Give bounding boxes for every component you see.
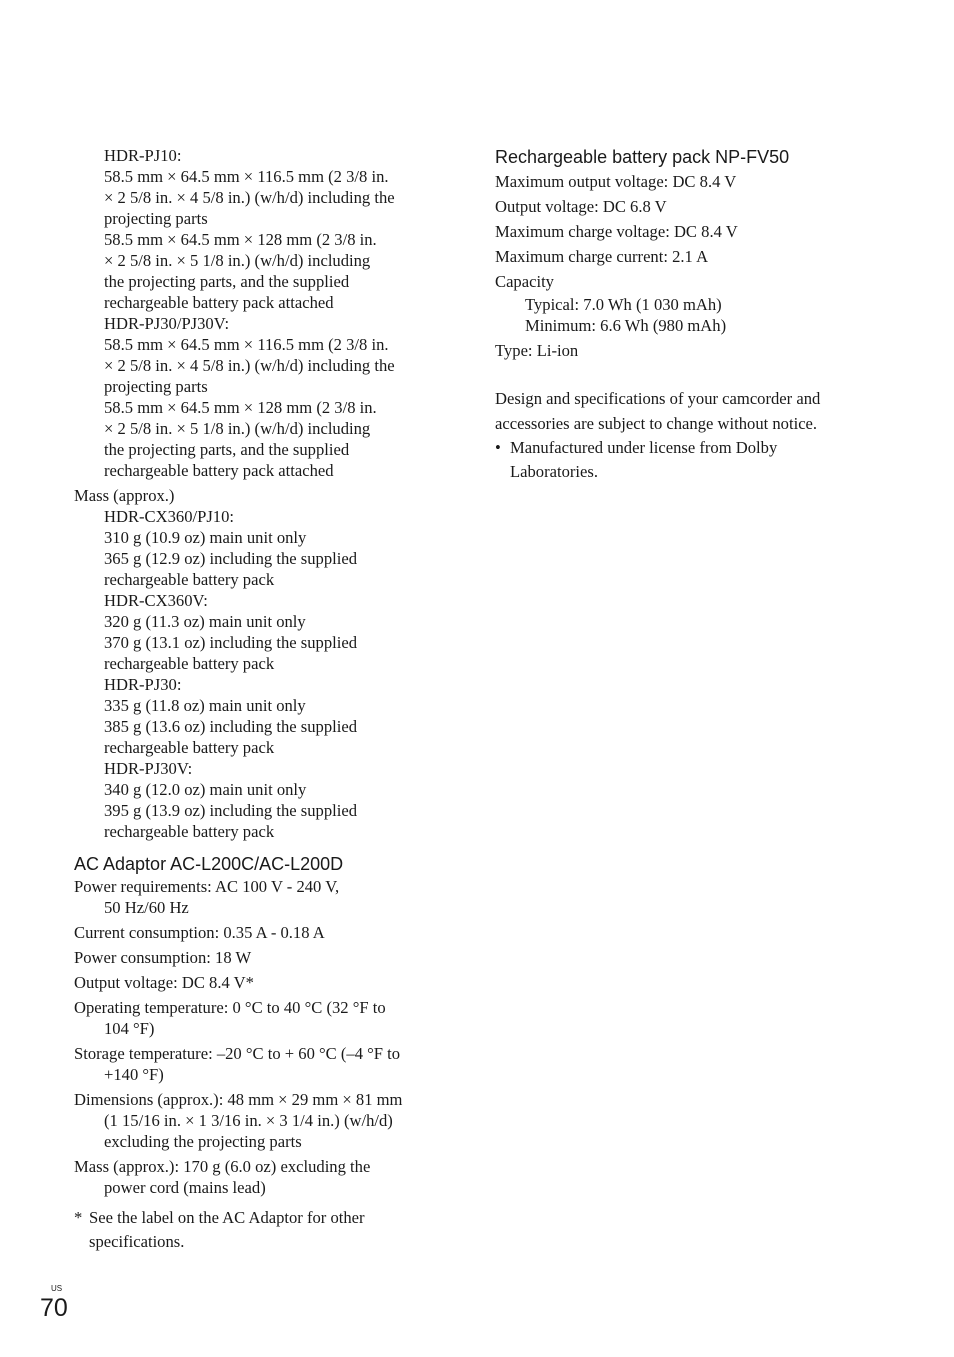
spec-line: 58.5 mm × 64.5 mm × 116.5 mm (2 3/8 in.	[104, 335, 389, 354]
spec-line: 320 g (11.3 oz) main unit only	[104, 612, 306, 631]
spec-line: the projecting parts, and the supplied	[104, 440, 350, 459]
spec-line: rechargeable battery pack	[104, 654, 275, 673]
spec-line: 58.5 mm × 64.5 mm × 128 mm (2 3/8 in.	[104, 230, 377, 249]
spec-line: 58.5 mm × 64.5 mm × 128 mm (2 3/8 in.	[104, 398, 377, 417]
spec-line: power cord (mains lead)	[104, 1178, 266, 1197]
dimensions-block	[74, 145, 454, 481]
ac-spec-item	[74, 1156, 454, 1198]
spec-line: 365 g (12.9 oz) including the supplied	[104, 549, 358, 568]
spec-line: projecting parts	[104, 377, 208, 396]
spec-line: Power requirements: AC 100 V - 240 V,	[74, 877, 340, 896]
spec-line: HDR-PJ30/PJ30V:	[104, 314, 230, 333]
spec-line: 370 g (13.1 oz) including the supplied	[104, 633, 358, 652]
ac-spec-item	[74, 1043, 454, 1085]
battery-heading: Rechargeable battery pack NP-FV50	[495, 147, 790, 167]
page-number: 70	[40, 1294, 68, 1322]
region-code: US	[51, 1284, 63, 1293]
spec-line: rechargeable battery pack	[104, 822, 275, 841]
ac-spec-item	[74, 997, 454, 1039]
spec-line: Minimum: 6.6 Wh (980 mAh)	[525, 316, 727, 335]
ac-spec-item	[74, 1089, 454, 1152]
spec-line: Output voltage: DC 8.4 V*	[74, 973, 254, 992]
spec-line: 104 °F)	[104, 1019, 155, 1038]
spec-line: Maximum charge current: 2.1 A	[495, 247, 709, 266]
dolby-license-bullet	[495, 436, 875, 484]
spec-line: HDR-CX360/PJ10:	[104, 507, 235, 526]
footnote	[74, 1206, 454, 1254]
spec-line: +140 °F)	[104, 1065, 164, 1084]
ac-spec-item	[74, 972, 454, 993]
ac-spec-item	[74, 922, 454, 943]
spec-line: excluding the projecting parts	[104, 1132, 302, 1151]
spec-line: Dimensions (approx.): 48 mm × 29 mm × 81 mm	[74, 1090, 403, 1109]
spec-line: × 2 5/8 in. × 4 5/8 in.) (w/h/d) including the	[104, 356, 395, 375]
spec-line: Typical: 7.0 Wh (1 030 mAh)	[525, 295, 722, 314]
page-number-block	[40, 1284, 68, 1322]
spec-line: 385 g (13.6 oz) including the supplied	[104, 717, 358, 736]
footnote-mark: *	[74, 1208, 83, 1227]
ac-spec-item	[74, 947, 454, 968]
mass-label: Mass (approx.)	[74, 486, 175, 505]
bullet-line: Manufactured under license from Dolby	[510, 438, 778, 457]
spec-line: rechargeable battery pack attached	[104, 293, 334, 312]
spec-line: 50 Hz/60 Hz	[104, 898, 189, 917]
spec-line: 58.5 mm × 64.5 mm × 116.5 mm (2 3/8 in.	[104, 167, 389, 186]
bullet-line: Laboratories.	[510, 462, 599, 481]
spec-line: 395 g (13.9 oz) including the supplied	[104, 801, 358, 820]
design-note	[495, 386, 875, 436]
spec-line: (1 15/16 in. × 1 3/16 in. × 3 1/4 in.) (w/h/d)	[104, 1111, 393, 1130]
note-line: accessories are subject to change without notice.	[495, 414, 818, 433]
spec-line: Power consumption: 18 W	[74, 948, 252, 967]
spec-line: Maximum output voltage: DC 8.4 V	[495, 172, 737, 191]
footnote-line: specifications.	[89, 1232, 185, 1251]
ac-spec-item	[74, 876, 454, 918]
spec-line: Storage temperature: –20 °C to + 60 °C (–4 °F to	[74, 1044, 401, 1063]
spec-line: HDR-PJ30V:	[104, 759, 193, 778]
spec-line: × 2 5/8 in. × 5 1/8 in.) (w/h/d) including	[104, 419, 371, 438]
spec-line: HDR-PJ30:	[104, 675, 182, 694]
spec-line: Operating temperature: 0 °C to 40 °C (32 °F to	[74, 998, 386, 1017]
spec-line: the projecting parts, and the supplied	[104, 272, 350, 291]
spec-line: × 2 5/8 in. × 5 1/8 in.) (w/h/d) including	[104, 251, 371, 270]
right-column	[495, 145, 875, 484]
mass-block	[74, 506, 454, 842]
note-line: Design and specifications of your camcorder and	[495, 389, 821, 408]
spec-line: × 2 5/8 in. × 4 5/8 in.) (w/h/d) including the	[104, 188, 395, 207]
spec-line: 340 g (12.0 oz) main unit only	[104, 780, 307, 799]
capacity-label: Capacity	[495, 272, 554, 291]
ac-adaptor-heading: AC Adaptor AC-L200C/AC-L200D	[74, 854, 344, 874]
bullet-mark: •	[495, 438, 501, 457]
footnote-line: See the label on the AC Adaptor for other	[89, 1208, 365, 1227]
spec-line: HDR-PJ10:	[104, 146, 182, 165]
spec-line: projecting parts	[104, 209, 208, 228]
spec-line: rechargeable battery pack	[104, 738, 275, 757]
spec-line: Output voltage: DC 6.8 V	[495, 197, 667, 216]
spec-line: 335 g (11.8 oz) main unit only	[104, 696, 306, 715]
spec-line: Mass (approx.): 170 g (6.0 oz) excluding the	[74, 1157, 371, 1176]
spec-line: rechargeable battery pack	[104, 570, 275, 589]
spec-line: HDR-CX360V:	[104, 591, 208, 610]
spec-line: 310 g (10.9 oz) main unit only	[104, 528, 307, 547]
spec-line: Current consumption: 0.35 A - 0.18 A	[74, 923, 325, 942]
left-column	[74, 145, 454, 1254]
spec-line: Type: Li-ion	[495, 341, 579, 360]
spec-line: rechargeable battery pack attached	[104, 461, 334, 480]
spec-line: Maximum charge voltage: DC 8.4 V	[495, 222, 738, 241]
